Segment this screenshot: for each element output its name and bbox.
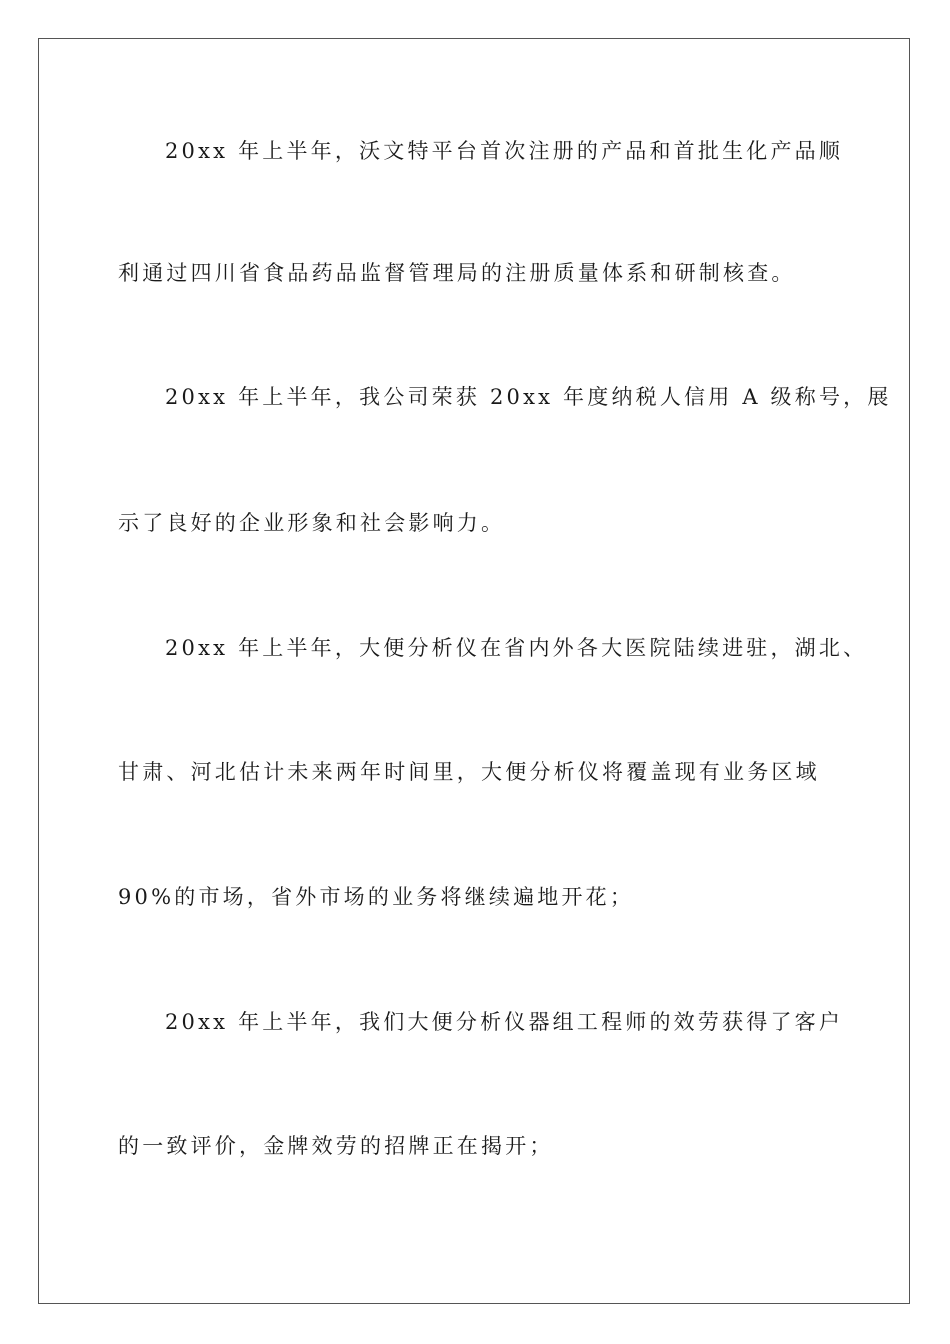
- paragraph-line: 20xx 年上半年，我们大便分析仪器组工程师的效劳获得了客户: [165, 1010, 844, 1034]
- paragraph-line: 20xx 年上半年，我公司荣获 20xx 年度纳税人信用 A 级称号，展: [165, 385, 892, 409]
- paragraph-line: 20xx 年上半年，沃文特平台首次注册的产品和首批生化产品顺: [165, 139, 844, 163]
- paragraph-line: 90%的市场，省外市场的业务将继续遍地开花；: [118, 885, 635, 909]
- paragraph-line: 利通过四川省食品药品监督管理局的注册质量体系和研制核查。: [118, 261, 796, 285]
- paragraph-line: 的一致评价，金牌效劳的招牌正在揭开；: [118, 1134, 554, 1158]
- paragraph-line: 甘肃、河北估计未来两年时间里，大便分析仪将覆盖现有业务区域: [118, 760, 820, 784]
- paragraph-line: 示了良好的企业形象和社会影响力。: [118, 511, 506, 535]
- paragraph-line: 20xx 年上半年，大便分析仪在省内外各大医院陆续进驻，湖北、: [165, 636, 868, 660]
- page-border: [38, 38, 910, 1304]
